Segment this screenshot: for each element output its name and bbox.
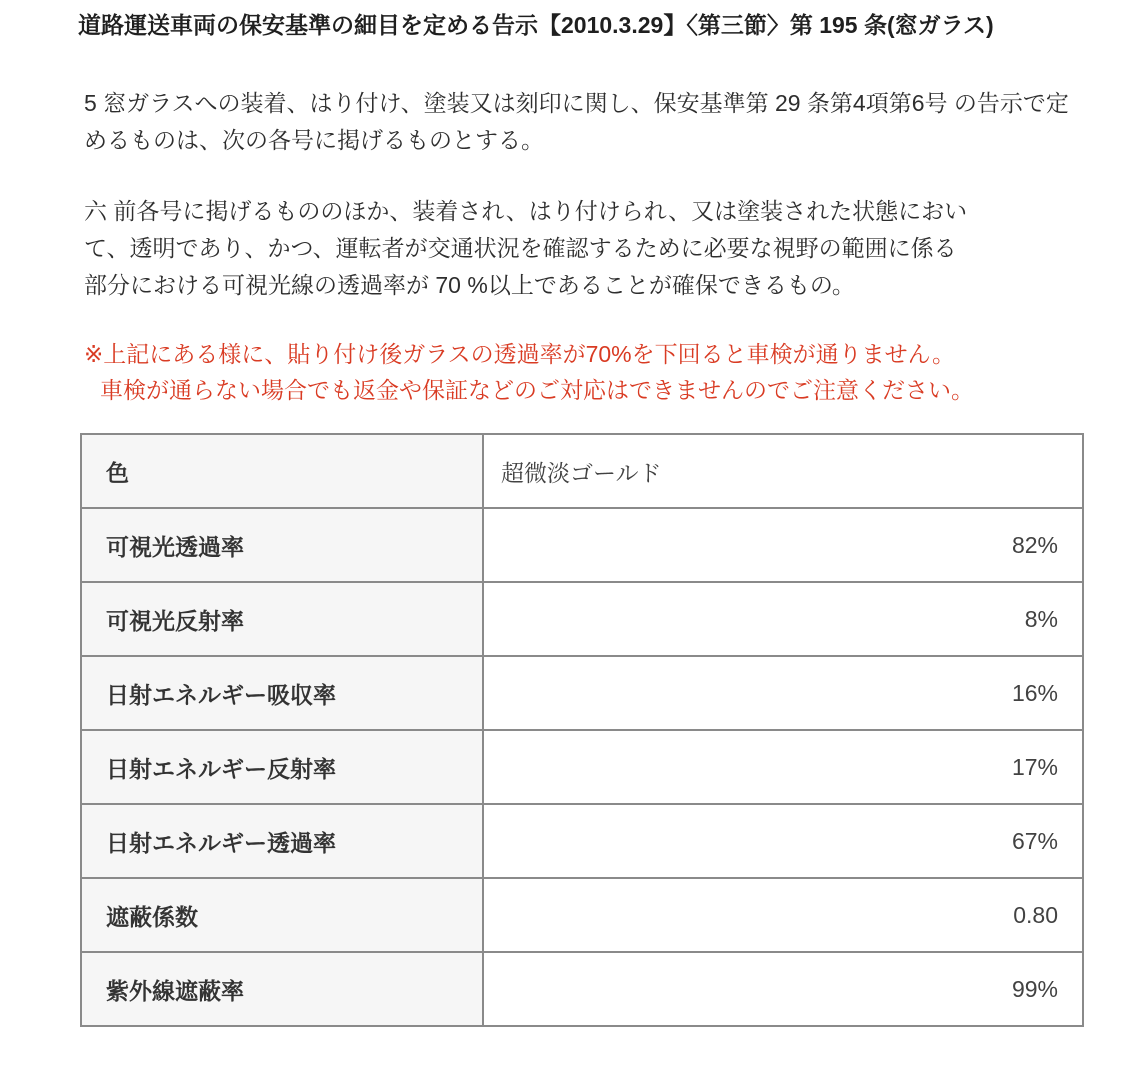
spec-value: 67% [483, 804, 1083, 878]
spec-label: 日射エネルギー反射率 [81, 730, 483, 804]
spec-table-row [81, 582, 1083, 656]
spec-table-row [81, 878, 1083, 952]
clause-6-line-1: 六 前各号に掲げるもののほか、装着され、はり付けられ、又は塗装された状態におい [84, 198, 968, 224]
clause-5-line-2: めるものは、次の各号に掲げるものとする。 [84, 127, 544, 153]
clause-5-line-1: 5 窓ガラスへの装着、はり付け、塗装又は刻印に関し、保安基準第 29 条第4項第6号 の告示で定 [84, 90, 1069, 116]
clause-6-line-3: 部分における可視光線の透過率が 70 %以上であることが確保できるもの。 [84, 272, 855, 298]
warning-line-1: ※上記にある様に、貼り付け後ガラスの透過率が70%を下回ると車検が通りません。 [84, 341, 955, 367]
spec-label: 可視光反射率 [81, 582, 483, 656]
spec-value: 17% [483, 730, 1083, 804]
warning-line-2: 車検が通らない場合でも返金や保証などのご対応はできませんのでご注意ください。 [100, 377, 974, 403]
spec-table-row [81, 508, 1083, 582]
spec-label: 遮蔽係数 [81, 878, 483, 952]
clause-6-line-2: て、透明であり、かつ、運転者が交通状況を確認するために必要な視野の範囲に係る [84, 235, 957, 261]
spec-label: 紫外線遮蔽率 [81, 952, 483, 1026]
spec-value: 8% [483, 582, 1083, 656]
spec-value: 82% [483, 508, 1083, 582]
spec-table-row [81, 952, 1083, 1026]
spec-label: 色 [81, 434, 483, 508]
spec-label: 可視光透過率 [81, 508, 483, 582]
spec-table-row [81, 656, 1083, 730]
spec-value: 99% [483, 952, 1083, 1026]
page-title: 道路運送車両の保安基準の細目を定める告示【2010.3.29】〈第三節〉第 195 条(窓ガラス) [78, 12, 994, 38]
spec-table-row [81, 434, 1083, 508]
spec-table-row [81, 804, 1083, 878]
spec-label: 日射エネルギー透過率 [81, 804, 483, 878]
spec-table-row [81, 730, 1083, 804]
clause-6-paragraph [84, 193, 1088, 304]
spec-value: 16% [483, 656, 1083, 730]
film-spec-table [80, 433, 1084, 1027]
spec-label: 日射エネルギー吸収率 [81, 656, 483, 730]
spec-value: 0.80 [483, 878, 1083, 952]
spec-value: 超微淡ゴールド [483, 434, 1083, 508]
inspection-warning-note [84, 336, 1088, 408]
clause-5-paragraph [84, 85, 1088, 159]
